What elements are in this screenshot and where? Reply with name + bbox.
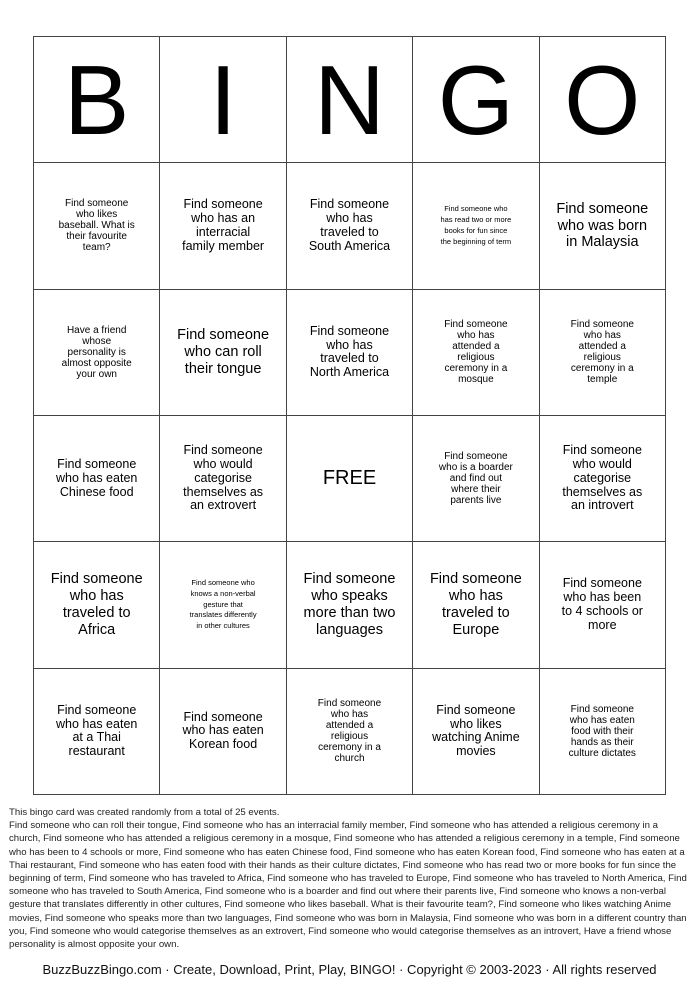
bingo-cell: Have a friend whose personality is almost opposite your own — [34, 290, 160, 416]
bingo-cell: Find someone who has attended a religious ceremony in a temple — [540, 290, 666, 416]
bingo-cell: Find someone who has traveled to South America — [287, 163, 413, 289]
bingo-cell: Find someone who likes baseball. What is their favourite team? — [34, 163, 160, 289]
bingo-cell: Find someone who is a boarder and find out where their parents live — [413, 416, 539, 542]
free-space: FREE — [287, 416, 413, 542]
bingo-cell: Find someone who knows a non-verbal gesture that translates differently in other cultures — [160, 542, 286, 668]
header-letter-i: I — [160, 37, 286, 163]
bingo-cell: Find someone who likes watching Anime movies — [413, 669, 539, 795]
bingo-cell: Find someone who has traveled to North America — [287, 290, 413, 416]
bingo-cell: Find someone who has traveled to Europe — [413, 542, 539, 668]
bingo-cell: Find someone who can roll their tongue — [160, 290, 286, 416]
bingo-cell: Find someone who has eaten at a Thai restaurant — [34, 669, 160, 795]
bingo-cell: Find someone who has eaten Korean food — [160, 669, 286, 795]
footer-copyright: BuzzBuzzBingo.com · Create, Download, Print, Play, BINGO! · Copyright © 2003-2023 · All rights reserved — [42, 962, 657, 977]
header-letter-n: N — [287, 37, 413, 163]
bingo-cell: Find someone who has read two or more books for fun since the beginning of term — [413, 163, 539, 289]
events-list: Find someone who can roll their tongue, Find someone who has an interracial family member, Find someone who has attended a religious ceremony in a church, Find someone who has attended a religious ceremony in a mosque, Find someone who has attended a religious ceremony in a temple, Find someone who has been to 4 schools or more, Find someone who has eaten Chinese food, Find someone who has eaten Korean food, Find someone who has eaten at a Thai restaurant, Find someone who has eaten food with their hands as their culture dictates, Find someone who has read two or more books for fun since the beginning of term, Find someone who has traveled to Africa, Find someone who has traveled to Europe, Find someone who has traveled to North America, Find someone who has traveled to South America, Find someone who is a boarder and find out where their parents live, Find someone who knows a non-verbal gesture that translates differently in other cultures, Find someone who likes baseball. What is their favourite team?, Find someone who likes watching Anime movies, Find someone who speaks more than two languages, Find someone who was born in Malaysia, Find someone who was born in a different country than you, Find someone who would categorise themselves as an extrovert, Find someone who would categorise themselves as an introvert, Have a friend whose personality is almost opposite your own. — [9, 820, 687, 951]
bingo-card — [33, 36, 666, 795]
bingo-cell: Find someone who has traveled to Africa — [34, 542, 160, 668]
bingo-cell: Find someone who has eaten food with their hands as their culture dictates — [540, 669, 666, 795]
card-summary: This bingo card was created randomly from a total of 25 events. — [9, 807, 280, 818]
bingo-cell: Find someone who was born in Malaysia — [540, 163, 666, 289]
bingo-cell: Find someone who has been to 4 schools or more — [540, 542, 666, 668]
bingo-cell: Find someone who speaks more than two languages — [287, 542, 413, 668]
header-letter-o: O — [540, 37, 666, 163]
header-letter-g: G — [413, 37, 539, 163]
bingo-cell: Find someone who would categorise themselves as an extrovert — [160, 416, 286, 542]
bingo-cell: Find someone who has an interracial family member — [160, 163, 286, 289]
bingo-grid — [34, 37, 666, 795]
bingo-cell: Find someone who has attended a religious ceremony in a church — [287, 669, 413, 795]
bingo-cell: Find someone who has eaten Chinese food — [34, 416, 160, 542]
header-letter-b: B — [34, 37, 160, 163]
bingo-cell: Find someone who has attended a religious ceremony in a mosque — [413, 290, 539, 416]
bingo-cell: Find someone who would categorise themselves as an introvert — [540, 416, 666, 542]
card-info — [9, 806, 691, 951]
